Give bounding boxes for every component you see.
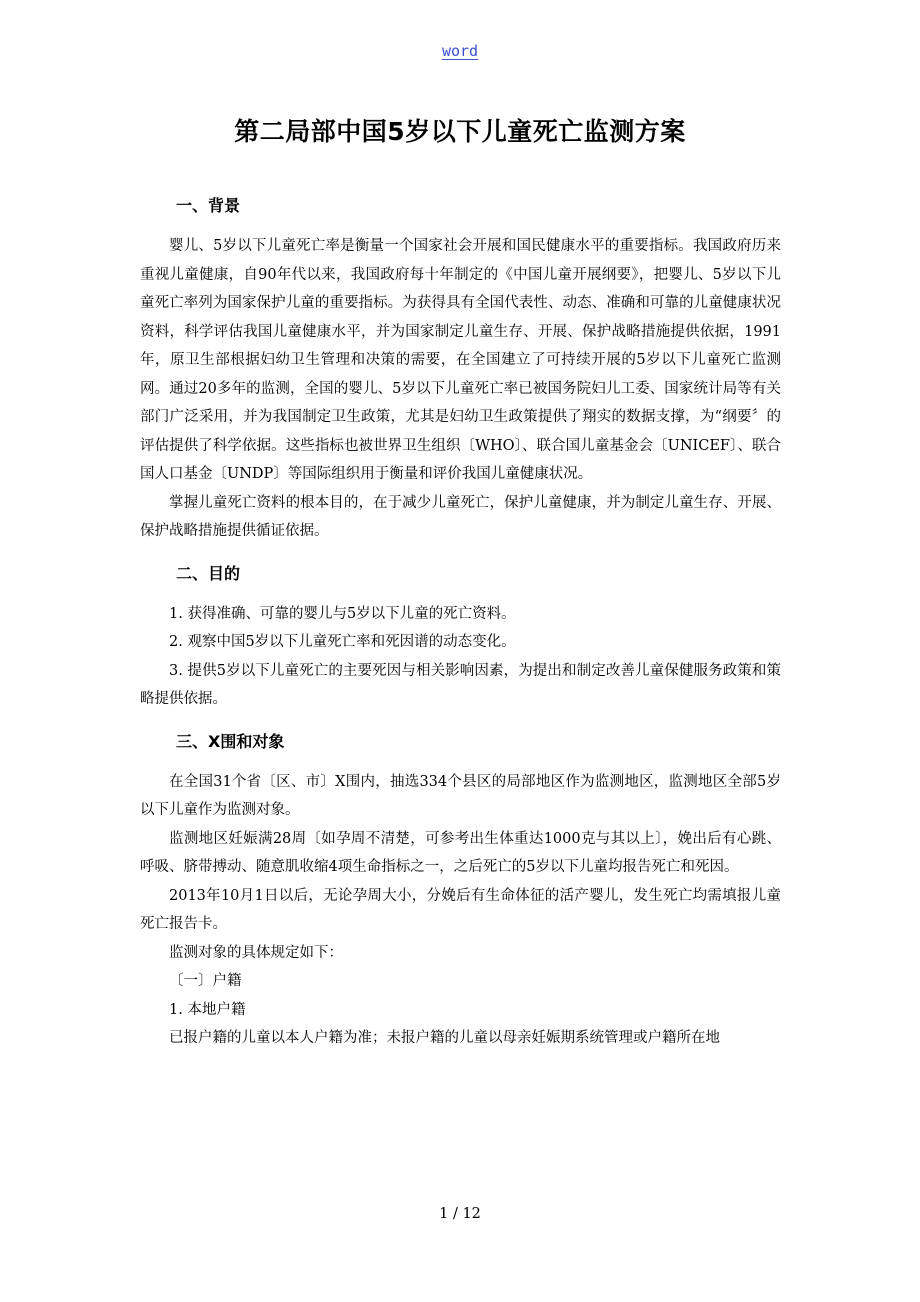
paragraph: 已报户籍的儿童以本人户籍为准；未报户籍的儿童以母亲妊娠期系统管理或户籍所在地 [169,1030,720,1046]
document-body [140,192,781,1053]
list-item: 2. 观察中国5岁以下儿童死亡率和死因谱的动态变化。 [169,634,516,650]
paragraph: 掌握儿童死亡资料的根本目的，在于减少儿童死亡，保护儿童健康，并为制定儿童生存、开展、保护战略措施提供循证依据。 [140,494,781,539]
page-number: 1 / 12 [439,1206,481,1222]
list-item: 1. 获得准确、可靠的婴儿与5岁以下儿童的死亡资料。 [169,605,516,622]
paragraph: 监测对象的具体规定如下： [169,944,343,961]
paragraph: 监测地区妊娠满28周〔如孕周不清楚，可参考出生体重达1000克与其以上〕，娩出后有心跳、呼吸、脐带搏动、随意肌收缩4项生命指标之一，之后死亡的5岁以下儿童均报告死亡和死因。 [140,830,781,875]
document-title: 第二局部中国5岁以下儿童死亡监测方案 [234,117,686,146]
section-heading-scope: 三、X围和对象 [176,731,285,751]
subheading: 1. 本地户籍 [169,1001,246,1018]
header-word-link[interactable]: word [441,42,479,60]
paragraph: 在全国31个省〔区、市〕X围内，抽选334个县区的局部地区作为监测地区，监测地区全部5岁以下儿童作为监测对象。 [140,773,781,818]
section-heading-background: 一、背景 [176,196,241,215]
section-heading-purpose: 二、目的 [176,563,241,583]
paragraph: 婴儿、5岁以下儿童死亡率是衡量一个国家社会开展和国民健康水平的重要指标。我国政府历来重视儿童健康，自90年代以来，我国政府每十年制定的《中国儿童开展纲要》，把婴儿、5岁以下儿童死亡率列为国家保护儿童的重要指标。为获得具有全国代表性、动态、准确和可靠的儿童健康状况资料，科学评估我国儿童健康水平，并为国家制定儿童生存、开展、保护战略措施提供依据，1991年，原卫生部根据妇幼卫生管理和决策的需要，在全国建立了可持续开展的5岁以下儿童死亡监测网。通过20多年的监测，全国的婴儿、5岁以下儿童死亡率已被国务院妇儿工委、国家统计局等有关部门广泛采用，并为我国制定卫生政策，尤其是妇幼卫生政策提供了翔实的数据支撑，为“纲要〞的评估提供了科学依据。这些指标也被世界卫生组织〔WHO〕、联合国儿童基金会〔UNICEF〕、联合国人口基金〔UNDP〕等国际组织用于衡量和评价我国儿童健康状况。 [140,238,781,482]
list-item: 3. 提供5岁以下儿童死亡的主要死因与相关影响因素，为提出和制定改善儿童保健服务政策和策略提供依据。 [140,662,781,707]
subheading: 〔一〕户籍 [169,973,242,989]
paragraph: 2013年10月1日以后，无论孕周大小，分娩后有生命体征的活产婴儿，发生死亡均需填报儿童死亡报告卡。 [140,887,781,932]
